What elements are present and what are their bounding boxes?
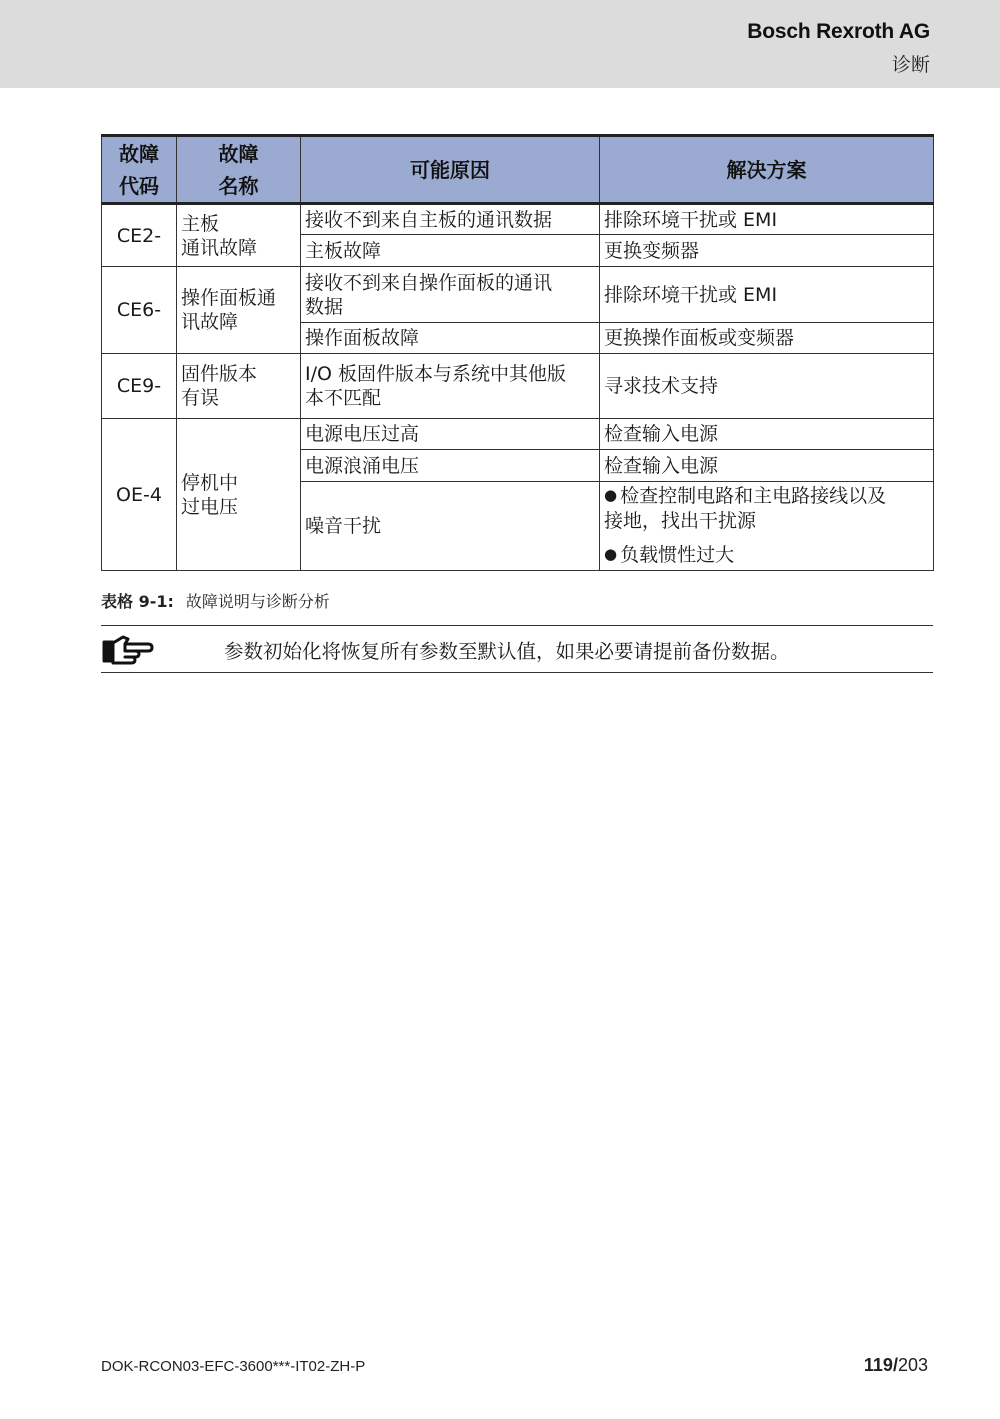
header-solution: 解决方案 bbox=[600, 136, 934, 204]
possible-cause: 操作面板故障 bbox=[301, 323, 600, 354]
table-row bbox=[102, 204, 934, 235]
solution: 更换操作面板或变频器 bbox=[600, 323, 934, 354]
pointing-hand-icon bbox=[101, 633, 155, 667]
note-text: 参数初始化将恢复所有参数至默认值，如果必要请提前备份数据。 bbox=[224, 640, 790, 663]
bullet-icon: ● bbox=[604, 486, 618, 504]
page-number: 119/203 bbox=[863, 1355, 928, 1375]
possible-cause: 接收不到来自操作面板的通讯 数据 bbox=[301, 267, 600, 323]
fault-name: 操作面板通 讯故障 bbox=[177, 267, 301, 354]
table-row bbox=[102, 419, 934, 450]
page-header bbox=[0, 0, 1000, 88]
possible-cause: 噪音干扰 bbox=[301, 482, 600, 571]
fault-code: CE9- bbox=[102, 354, 177, 419]
caption-label: 表格 9-1: bbox=[101, 592, 174, 611]
possible-cause: 主板故障 bbox=[301, 235, 600, 267]
fault-name: 主板 通讯故障 bbox=[177, 204, 301, 267]
company-name: Bosch Rexroth AG bbox=[747, 20, 930, 43]
header-fault-name: 故障 名称 bbox=[177, 136, 301, 204]
solution: 检查输入电源 bbox=[600, 450, 934, 482]
section-title: 诊断 bbox=[891, 54, 930, 76]
solution: 更换变频器 bbox=[600, 235, 934, 267]
table-row bbox=[102, 267, 934, 323]
possible-cause: 电源浪涌电压 bbox=[301, 450, 600, 482]
solution-bullet: ● 检查控制电路和主电路接线以及 接地，找出干扰源 bbox=[604, 485, 887, 532]
fault-table bbox=[101, 134, 934, 571]
possible-cause: 电源电压过高 bbox=[301, 419, 600, 450]
table-caption bbox=[101, 589, 330, 612]
header-fault-code: 故障 代码 bbox=[102, 136, 177, 204]
note-divider-bottom bbox=[101, 672, 933, 673]
document-id: DOK-RCON03-EFC-3600***-IT02-ZH-P bbox=[101, 1358, 366, 1375]
possible-cause: 接收不到来自主板的通讯数据 bbox=[301, 204, 600, 235]
fault-code: OE-4 bbox=[102, 419, 177, 571]
fault-name: 停机中 过电压 bbox=[177, 419, 301, 571]
solution: 排除环境干扰或 EMI bbox=[600, 267, 934, 323]
fault-code: CE2- bbox=[102, 204, 177, 267]
header-possible-cause: 可能原因 bbox=[301, 136, 600, 204]
note-divider-top bbox=[101, 625, 933, 626]
table-row bbox=[102, 354, 934, 419]
solution bbox=[600, 482, 934, 571]
solution: 排除环境干扰或 EMI bbox=[600, 204, 934, 235]
solution: 寻求技术支持 bbox=[600, 354, 934, 419]
solution: 检查输入电源 bbox=[600, 419, 934, 450]
fault-code: CE6- bbox=[102, 267, 177, 354]
caption-text: 故障说明与诊断分析 bbox=[185, 592, 330, 611]
solution-bullet: ● 负载惯性过大 bbox=[604, 544, 735, 566]
bullet-icon: ● bbox=[604, 545, 618, 563]
fault-name: 固件版本 有误 bbox=[177, 354, 301, 419]
table-header-row bbox=[102, 136, 934, 204]
possible-cause: I/O 板固件版本与系统中其他版 本不匹配 bbox=[301, 354, 600, 419]
